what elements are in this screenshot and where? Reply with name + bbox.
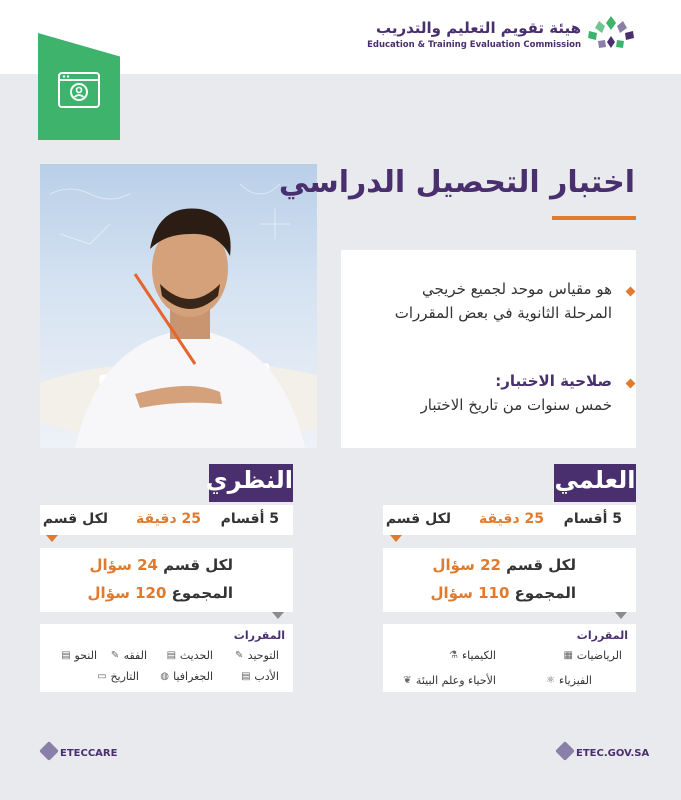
subject-chemistry: الكيمياء ⚗	[449, 649, 496, 662]
theoretical-questions-box	[40, 548, 293, 612]
description-line-1: هو مقياس موحد لجميع خريجي	[421, 280, 612, 298]
scientific-questions-box	[383, 548, 636, 612]
page-title: اختبار التحصيل الدراسي	[278, 165, 635, 200]
subject-hadith: الحديث ▤	[166, 649, 213, 662]
bullet-diamond	[626, 287, 636, 297]
atom-icon: ⚛	[546, 675, 556, 686]
pen-icon: ✎	[110, 650, 120, 661]
title-underline	[552, 216, 636, 220]
scientific-per-section: لكل قسم	[385, 511, 451, 527]
scientific-total: المجموع 110 سؤال	[430, 584, 576, 602]
subject-fiqh: الفقه ✎	[110, 649, 147, 662]
subject-nahw: النحو ▤	[61, 649, 97, 662]
subject-tawheed: التوحيد ✎	[234, 649, 279, 662]
validity-value: خمس سنوات من تاريخ الاختبار	[420, 396, 612, 414]
book-icon: ▤	[61, 650, 71, 661]
scientific-sections: 5 أقسام	[563, 511, 622, 527]
calculator-icon: ▦	[563, 650, 573, 661]
subject-biology: الأحياء وعلم البيئة ❦	[403, 674, 496, 687]
subject-math: الرياضيات ▦	[563, 649, 622, 662]
validity-label: صلاحية الاختبار:	[495, 372, 612, 390]
footer-right-link[interactable]: ETEC.GOV.SA	[576, 748, 650, 759]
theoretical-minutes: 25 دقيقة	[136, 511, 201, 527]
student-photo	[40, 164, 317, 448]
online-test-icon	[56, 68, 102, 114]
arrow-down-icon	[615, 612, 627, 619]
arrow-down-icon	[272, 612, 284, 619]
description-box	[341, 250, 636, 448]
org-name-arabic: هيئة تقويم التعليم والتدريب	[375, 19, 581, 37]
flask-icon: ⚗	[449, 650, 458, 661]
scientific-title: العلمي	[554, 464, 636, 502]
description-line-2: المرحلة الثانوية في بعض المقررات	[394, 304, 612, 322]
theoretical-sections-bar	[40, 505, 293, 535]
footer-left-link[interactable]: ETECCARE	[60, 748, 118, 759]
etec-logo-icon	[585, 14, 637, 54]
scientific-sections-bar	[383, 505, 636, 535]
scientific-subjects-header: المقررات	[576, 629, 628, 642]
subject-adab: الأدب ▤	[241, 670, 279, 683]
arrow-down-icon	[46, 535, 58, 542]
theoretical-sections: 5 أقسام	[220, 511, 279, 527]
scientific-per-section-questions: لكل قسم 22 سؤال	[432, 556, 576, 574]
theoretical-subjects-header: المقررات	[233, 629, 285, 642]
scroll-icon: ▭	[97, 671, 107, 682]
pen-icon: ✎	[234, 650, 244, 661]
theoretical-total: المجموع 120 سؤال	[87, 584, 233, 602]
theoretical-per-section: لكل قسم	[42, 511, 108, 527]
arrow-down-icon	[390, 535, 402, 542]
theoretical-per-section-questions: لكل قسم 24 سؤال	[89, 556, 233, 574]
globe-icon: ◍	[160, 671, 169, 682]
subject-physics: الفيزياء ⚛	[546, 674, 592, 687]
theoretical-subjects-box	[40, 624, 293, 692]
theoretical-title: النظري	[209, 464, 293, 502]
subject-geography: الجغرافيا ◍	[160, 670, 213, 683]
subject-history: التاريخ ▭	[97, 670, 139, 683]
scientific-minutes: 25 دقيقة	[479, 511, 544, 527]
org-name-english: Education & Training Evaluation Commission	[367, 40, 581, 50]
book-icon: ▤	[166, 650, 177, 661]
book-icon: ▤	[241, 671, 251, 682]
bullet-diamond	[626, 379, 636, 389]
scientific-subjects-box	[383, 624, 636, 692]
plant-icon: ❦	[403, 675, 412, 686]
